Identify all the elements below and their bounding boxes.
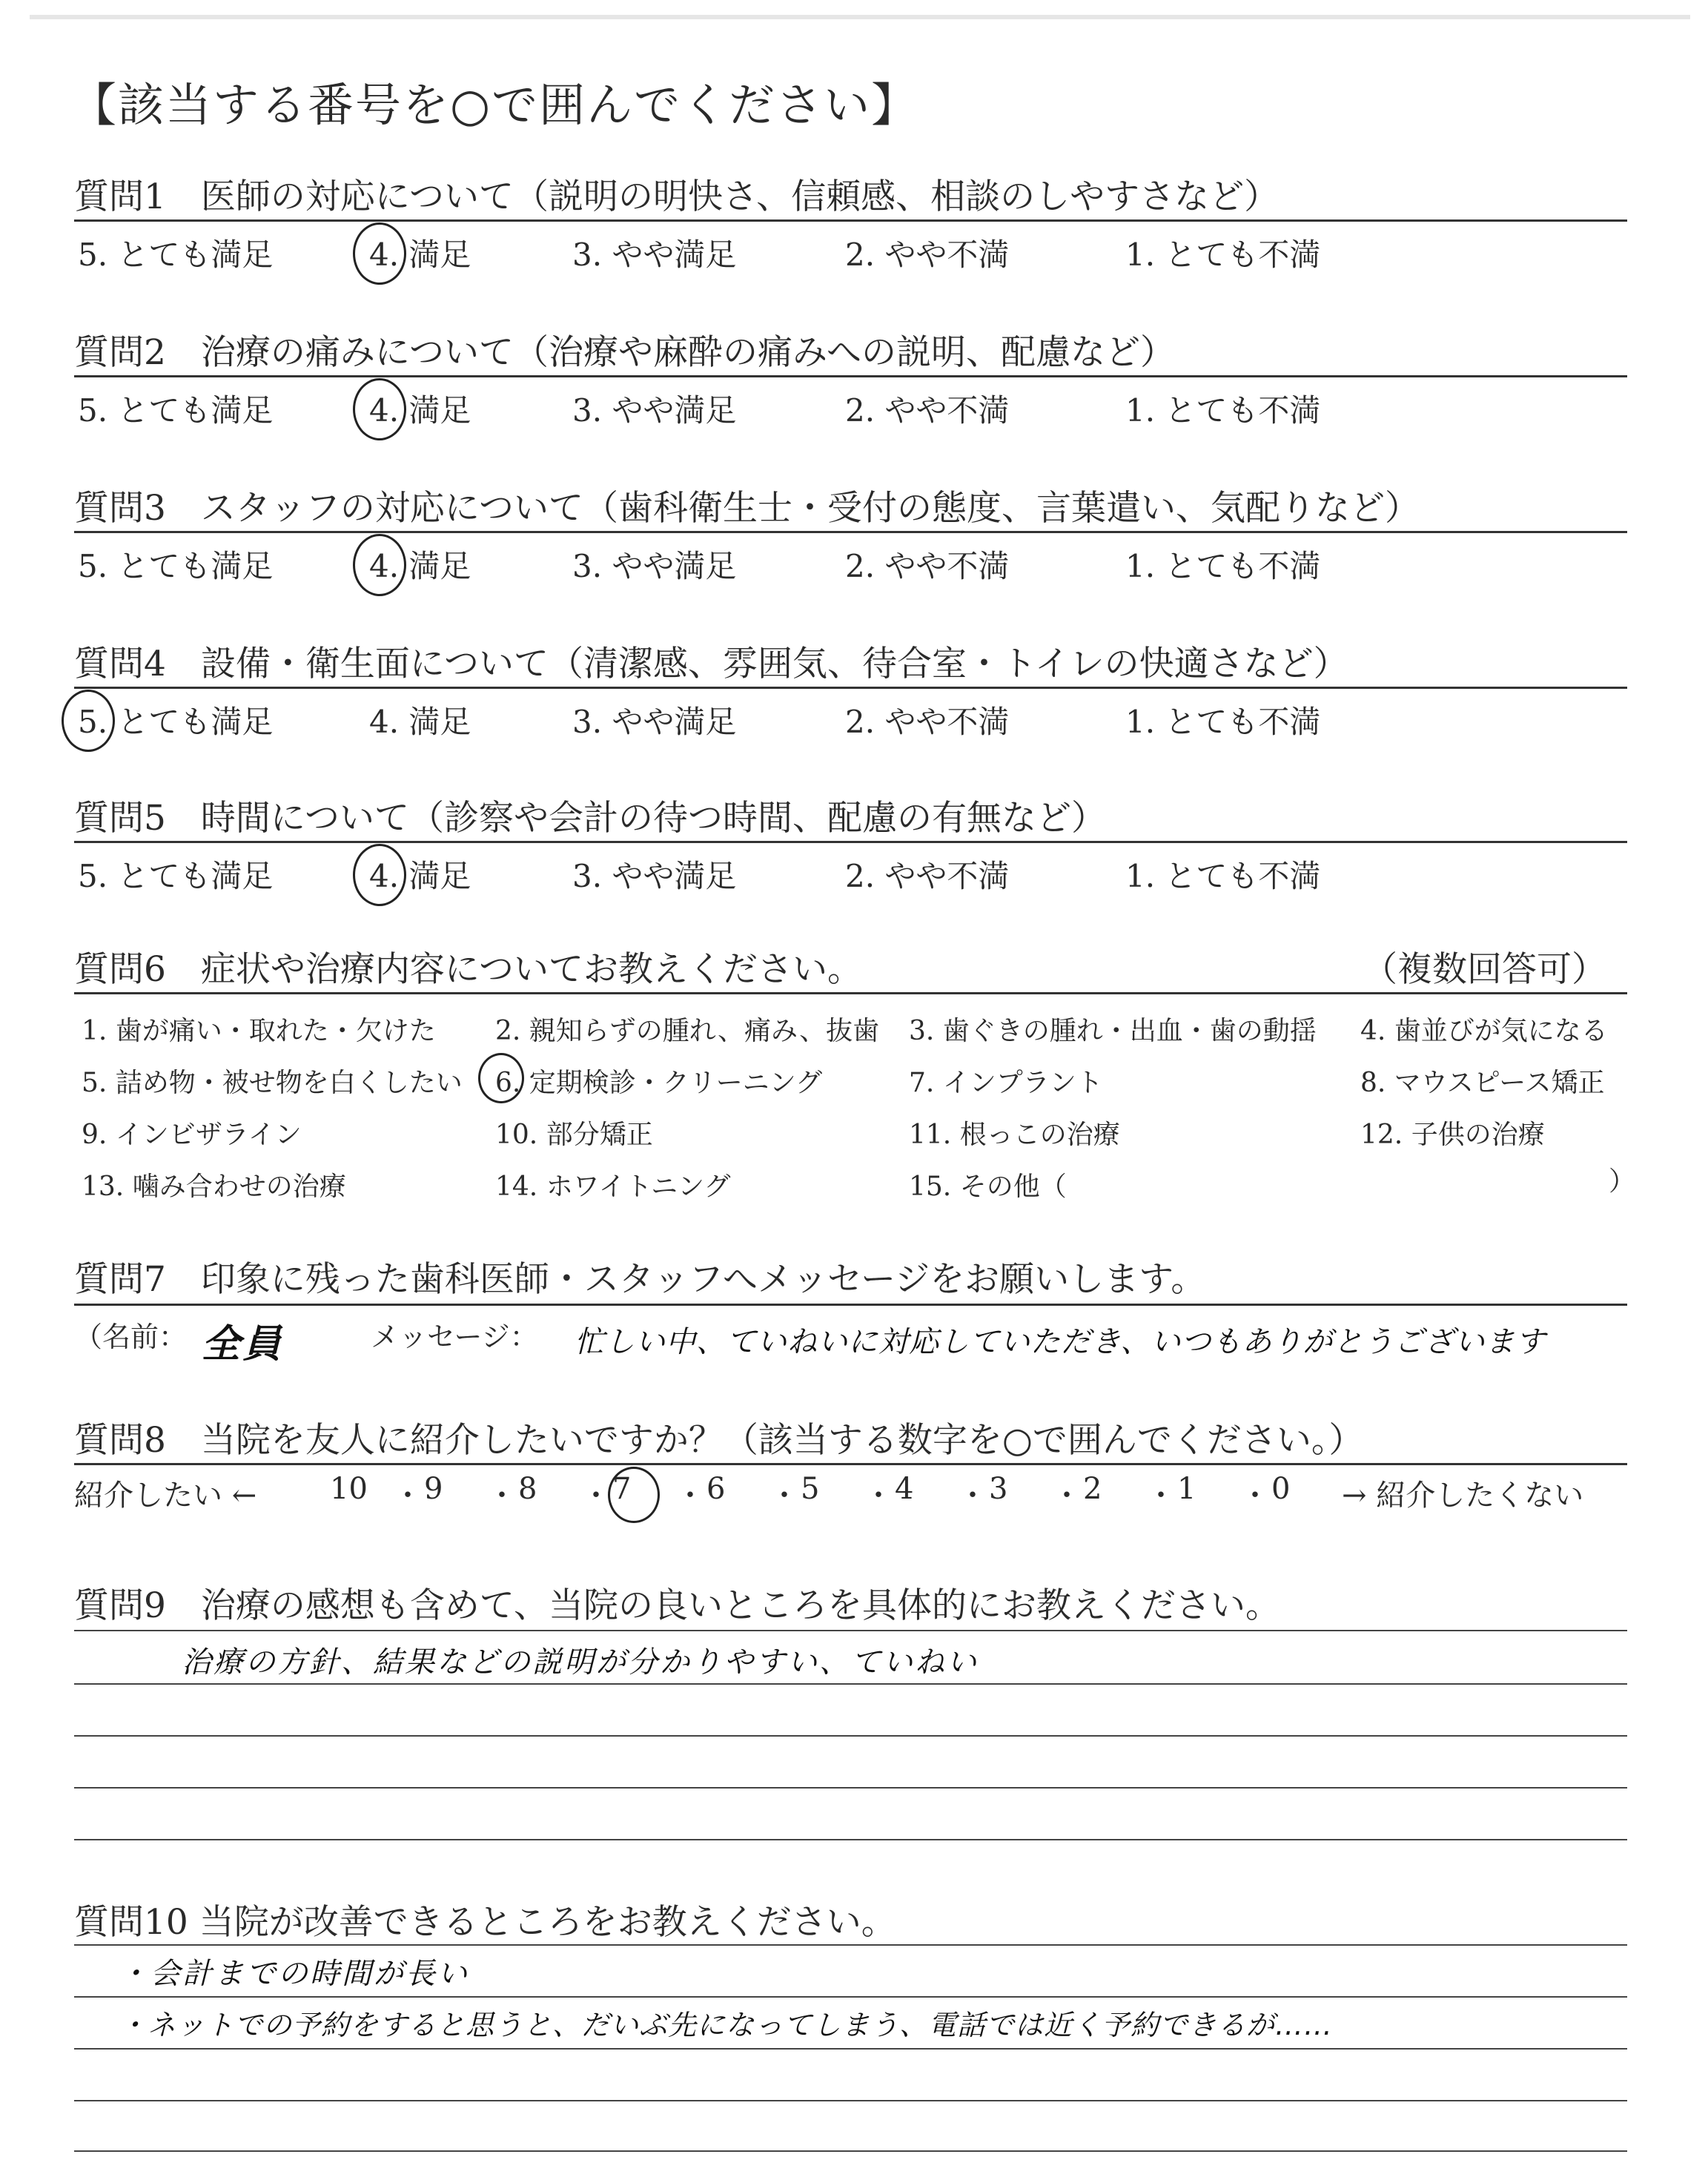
q6-option[interactable]: 7. インプラント: [909, 1068, 1103, 1098]
q4-option[interactable]: 3. やや満足: [572, 704, 737, 740]
q8-scale-value[interactable]: 5: [801, 1472, 820, 1506]
q8-scale-value[interactable]: 4: [895, 1472, 914, 1506]
q5-option[interactable]: 5. とても満足: [78, 858, 274, 894]
q7-message-label: メッセージ：: [371, 1321, 538, 1353]
q10-line: [74, 2100, 1627, 2101]
q8-scale-value[interactable]: 2: [1083, 1472, 1102, 1506]
q6-option[interactable]: 5. 詰め物・被せ物を白くしたい: [82, 1068, 463, 1098]
q5-title: 質問5 時間について（診察や会計の待つ時間、配慮の有無など）: [74, 798, 1106, 839]
q5-answer-circle: [353, 844, 406, 906]
q8-left-label: 紹介したい ←: [74, 1479, 257, 1513]
q4-answer-circle: [62, 690, 115, 752]
q2-option[interactable]: 4. 満足: [369, 392, 471, 429]
q10-line: [74, 1944, 1627, 1946]
q2-title: 質問2 治療の痛みについて（治療や麻酔の痛みへの説明、配慮など）: [74, 332, 1176, 373]
q8-scale-separator: ・: [958, 1479, 987, 1513]
q9-line: [74, 1683, 1627, 1685]
q6-rule: [74, 992, 1627, 994]
q8-scale-separator: ・: [487, 1479, 517, 1513]
q2-answer-circle: [353, 378, 406, 440]
q3-option[interactable]: 4. 満足: [369, 548, 471, 584]
q9-line: [74, 1630, 1627, 1631]
q5-option[interactable]: 2. やや不満: [845, 858, 1010, 894]
q7-title: 質問7 印象に残った歯科医師・スタッフへメッセージをお願いします。: [74, 1259, 1206, 1300]
q8-scale-separator: ・: [1240, 1479, 1270, 1513]
q10-title: 質問10 当院が改善できるところをお教えください。: [74, 1902, 896, 1943]
q6-option[interactable]: 13. 噛み合わせの治療: [82, 1172, 346, 1202]
q8-right-label: → 紹介したくない: [1342, 1479, 1584, 1513]
q8-answer-circle: [608, 1467, 660, 1523]
q1-option[interactable]: 1. とても不満: [1125, 237, 1321, 273]
q8-scale-separator: ・: [864, 1479, 893, 1513]
q8-scale-value[interactable]: 9: [424, 1472, 443, 1506]
q7-message-value: 忙しい中、ていねいに対応していただき、いつもありがとうございます: [575, 1325, 1546, 1359]
q7-name-value: 全員: [202, 1322, 284, 1367]
q3-rule: [74, 531, 1627, 533]
q6-note: （複数回答可）: [1363, 949, 1606, 990]
q8-scale-separator: ・: [393, 1479, 423, 1513]
q8-scale-value[interactable]: 8: [518, 1472, 537, 1506]
q6-option[interactable]: 10. 部分矯正: [495, 1120, 653, 1150]
q1-option[interactable]: 2. やや不満: [845, 237, 1010, 273]
q6-option[interactable]: 15. その他（: [909, 1172, 1067, 1202]
q4-option[interactable]: 1. とても不満: [1125, 704, 1321, 740]
q6-option[interactable]: 3. 歯ぐきの腫れ・出血・歯の動揺: [909, 1016, 1317, 1046]
q6-close-paren: ）: [1609, 1166, 1636, 1197]
q5-option[interactable]: 3. やや満足: [572, 858, 737, 894]
q8-scale-value[interactable]: 1: [1177, 1472, 1196, 1506]
q6-option[interactable]: 11. 根っこの治療: [909, 1120, 1120, 1150]
page-heading: 【該当する番号を○で囲んでください】: [70, 78, 919, 132]
q1-title: 質問1 医師の対応について（説明の明快さ、信頼感、相談のしやすさなど）: [74, 176, 1280, 217]
q2-option[interactable]: 3. やや満足: [572, 392, 737, 429]
q6-option[interactable]: 2. 親知らずの腫れ、痛み、抜歯: [495, 1016, 880, 1046]
q8-scale-value[interactable]: 6: [706, 1472, 726, 1506]
q6-option[interactable]: 14. ホワイトニング: [495, 1172, 731, 1202]
q3-option[interactable]: 1. とても不満: [1125, 548, 1321, 584]
scan-top-edge: [30, 15, 1690, 19]
q2-option[interactable]: 2. やや不満: [845, 392, 1010, 429]
q4-option[interactable]: 2. やや不満: [845, 704, 1010, 740]
q8-scale-separator: ・: [675, 1479, 705, 1513]
q8-title: 質問8 当院を友人に紹介したいですか？（該当する数字を○で囲んでください。）: [74, 1420, 1364, 1461]
q8-scale-value[interactable]: 0: [1271, 1472, 1291, 1506]
q6-option[interactable]: 6. 定期検診・クリーニング: [495, 1068, 823, 1098]
q8-scale-value[interactable]: 3: [989, 1472, 1008, 1506]
q9-answer: 治療の方針、結果などの説明が分かりやすい、ていねい: [182, 1645, 979, 1680]
q10-line: [74, 2048, 1627, 2050]
q3-option[interactable]: 3. やや満足: [572, 548, 737, 584]
q5-rule: [74, 841, 1627, 843]
q8-scale-separator: ・: [769, 1479, 799, 1513]
q5-option[interactable]: 1. とても不満: [1125, 858, 1321, 894]
q10-line: [74, 1996, 1627, 1998]
q2-option[interactable]: 1. とても不満: [1125, 392, 1321, 429]
q1-option[interactable]: 5. とても満足: [78, 237, 274, 273]
q3-answer-circle: [353, 534, 406, 596]
q9-line: [74, 1787, 1627, 1789]
q6-answer-circle: [478, 1053, 524, 1103]
q1-rule: [74, 219, 1627, 222]
q3-option[interactable]: 2. やや不満: [845, 548, 1010, 584]
q9-line: [74, 1735, 1627, 1737]
q6-title: 質問6 症状や治療内容についてお教えください。: [74, 949, 862, 990]
q8-scale-separator: ・: [1052, 1479, 1082, 1513]
q3-title: 質問3 スタッフの対応について（歯科衛生士・受付の態度、言葉遣い、気配りなど）: [74, 488, 1420, 529]
q1-option[interactable]: 4. 満足: [369, 237, 471, 273]
q4-option[interactable]: 5. とても満足: [78, 704, 274, 740]
q6-option[interactable]: 8. マウスピース矯正: [1360, 1068, 1605, 1098]
q4-rule: [74, 687, 1627, 689]
q8-rule: [74, 1463, 1627, 1465]
q10-answer-2: ・ネットでの予約をすると思うと、だいぶ先になってしまう、電話では近く予約できるが……: [119, 2009, 1334, 2041]
q10-answer-1: ・会計までの時間が長い: [119, 1957, 469, 1991]
q8-scale-value[interactable]: 7: [612, 1472, 632, 1506]
q6-option[interactable]: 4. 歯並びが気になる: [1360, 1016, 1608, 1046]
q4-option[interactable]: 4. 満足: [369, 704, 471, 740]
q7-name-label: （名前：: [74, 1321, 188, 1353]
q1-answer-circle: [353, 222, 406, 285]
q8-scale-separator: ・: [581, 1479, 611, 1513]
q7-rule: [74, 1304, 1627, 1306]
q3-option[interactable]: 5. とても満足: [78, 548, 274, 584]
q4-title: 質問4 設備・衛生面について（清潔感、雰囲気、待合室・トイレの快適さなど）: [74, 644, 1348, 684]
q10-line: [74, 2150, 1627, 2152]
q6-option[interactable]: 1. 歯が痛い・取れた・欠けた: [82, 1016, 436, 1046]
q9-title: 質問9 治療の感想も含めて、当院の良いところを具体的にお教えください。: [74, 1585, 1280, 1626]
q8-scale-value[interactable]: 10: [330, 1472, 368, 1506]
q2-option[interactable]: 5. とても満足: [78, 392, 274, 429]
q6-option[interactable]: 9. インビザライン: [82, 1120, 302, 1150]
q6-option[interactable]: 12. 子供の治療: [1360, 1120, 1545, 1150]
q2-rule: [74, 375, 1627, 377]
q8-scale-separator: ・: [1146, 1479, 1176, 1513]
q5-option[interactable]: 4. 満足: [369, 858, 471, 894]
q1-option[interactable]: 3. やや満足: [572, 237, 737, 273]
q9-line: [74, 1839, 1627, 1840]
